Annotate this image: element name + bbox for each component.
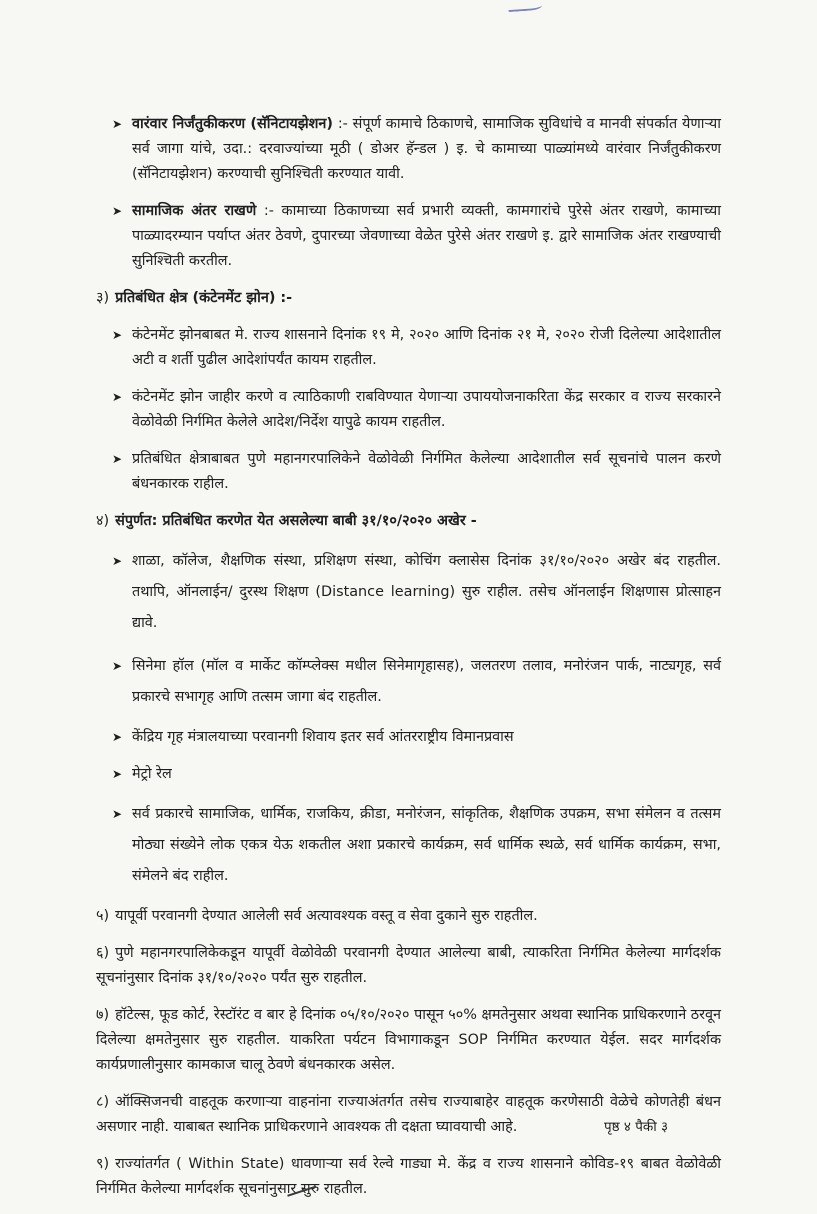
handwritten-mark-top [508, 0, 543, 12]
bullet-text: शाळा, कॉलेज, शैक्षणिक संस्था, प्रशिक्षण संस्था, कोचिंग क्लासेस दिनांक ३१/१०/२०२० अखेर बंद राहतील. तथापि, ऑनलाईन/ दुरस्थ शिक्षण (Distance learning) सुरु राहील. तसेच ऑनलाईन शिक्षणास प्रोत्साहन द्यावे. [132, 553, 721, 631]
bullet-text: :- कामाच्या ठिकाणच्या सर्व प्रभारी व्यक्ती, कामगारांचे पुरेसे अंतर राखणे, कामाच्या पाळ्यादरम्यान पर्याप्त अंतर ठेवणे, दुपारच्या जेवणाच्या वेळेत पुरेसे अंतर राखणे इ. द्वारे सामाजिक अंतर राखण्याची सुनिश्चिती करतील. [132, 203, 721, 269]
item-text: हॉटेल्स, फूड कोर्ट, रेस्टॉरंट व बार हे दिनांक ०५/१०/२०२० पासून ५०% क्षमतेनुसार अथवा स्थानिक प्राधिकरणाने ठरवून दिलेल्या क्षमतेनुसार सुरु राहतील. याकरिता पर्यटन विभागाकडून SOP निर्गमित करण्यात येईल. सदर मार्गदर्शक कार्यप्रणालीनुसार कामकाज चालू ठेवणे बंधनकारक असेल. [96, 1007, 721, 1073]
section-number: ३) [96, 290, 110, 306]
bullet-text: :- संपूर्ण कामाचे ठिकाणचे, सामाजिक सुविधांचे व मानवी संपर्कात येणाऱ्या सर्व जागा यांचे, उदा.: दरवाज्यांच्या मूठी ( डोअर हॅन्डल ) इ. चे कामाच्या पाळ्यांमध्ये वारंवार निर्जंतुकीकरण (सॅनिटायझेशन) करण्याची सुनिश्चिती करण्यात यावी. [132, 116, 721, 182]
section-heading-4 [96, 509, 721, 534]
arrow-bullet-icon: ➤ [112, 204, 123, 218]
bullet-air-travel [96, 725, 721, 750]
bullet-label: वारंवार निर्जंतुकीकरण (सॅनिटायझेशन) [132, 116, 334, 132]
bullet-schools [96, 546, 721, 639]
bullet-cinema [96, 651, 721, 713]
section-heading-3 [96, 286, 721, 311]
item-number: ७) [96, 1007, 110, 1023]
arrow-bullet-icon: ➤ [112, 328, 123, 342]
arrow-bullet-icon: ➤ [112, 554, 123, 568]
bullet-text: केंद्रिय गृह मंत्रालयाच्या परवानगी शिवाय इतर सर्व आंतरराष्ट्रीय विमानप्रवास [132, 729, 514, 745]
bullet-text: सर्व प्रकारचे सामाजिक, धार्मिक, राजकिय, क्रीडा, मनोरंजन, सांकृतिक, शैक्षणिक उपक्रम, सभा संमेलन व तत्सम मोठ्या संख्येने लोक एकत्र येऊ शकतील अशा प्रकारचे कार्यक्रम, सर्व धार्मिक स्थळे, सर्व धार्मिक कार्यक्रम, सभा, संमेलने बंद राहील. [132, 806, 721, 884]
item-number: ५) [96, 908, 110, 924]
item-text: पुणे महानगरपालिकेकडून यापूर्वी वेळोवेळी परवानगी देण्यात आलेल्या बाबी, त्याकरिता निर्गमित केलेल्या मार्गदर्शक सूचनांनुसार दिनांक ३१/१०/२०२० पर्यंत सुरु राहतील. [96, 945, 721, 986]
bullet-containment-1 [96, 323, 721, 373]
bullet-containment-2 [96, 385, 721, 435]
bullet-text: कंटेनमेंट झोनबाबत मे. राज्य शासनाने दिनांक १९ मे, २०२० आणि दिनांक २१ मे, २०२० रोजी दिलेल्या आदेशातील अटी व शर्ती पुढील आदेशांपर्यंत कायम राहतील. [132, 327, 721, 368]
arrow-bullet-icon: ➤ [112, 659, 123, 673]
section-title: प्रतिबंधित क्षेत्र (कंटेनमेंट झोन) :- [115, 290, 293, 306]
item-text: ऑक्सिजनची वाहतूक करणाऱ्या वाहनांना राज्याअंतर्गत तसेच राज्याबाहेर वाहतूक करणेसाठी वेळेचे कोणतेही बंधन असणार नाही. याबाबत स्थानिक प्राधिकरणाने आवश्यक ती दक्षता घ्यावयाची आहे. [96, 1094, 721, 1135]
section-number: ४) [96, 513, 110, 529]
arrow-bullet-icon: ➤ [112, 730, 123, 744]
bullet-text: सिनेमा हॉल (मॉल व मार्केट कॉम्प्लेक्स मधील सिनेमागृहासह), जलतरण तलाव, मनोरंजन पार्क, नाट्यगृह, सर्व प्रकारचे सभागृह आणि तत्सम जागा बंद राहतील. [132, 658, 721, 705]
arrow-bullet-icon: ➤ [112, 452, 123, 466]
numbered-item-7 [96, 1003, 721, 1078]
bullet-social-distancing [96, 199, 721, 274]
bullet-text: मेट्रो रेल [132, 766, 172, 782]
item-number: ६) [96, 945, 110, 961]
bullet-containment-3 [96, 447, 721, 497]
bullet-text: प्रतिबंधित क्षेत्राबाबत पुणे महानगरपालिकेने वेळोवेळी निर्गमित केलेल्या आदेशातील सर्व सूचनांचे पालन करणे बंधनकारक राहील. [132, 451, 721, 492]
bullet-gatherings [96, 799, 721, 892]
bullet-label: सामाजिक अंतर राखणे [132, 203, 257, 219]
bullet-sanitization [96, 112, 721, 187]
numbered-item-9 [96, 1152, 721, 1202]
item-text: राज्यांतर्गत ( Within State) धावणाऱ्या सर्व रेल्वे गाड्या मे. केंद्र व राज्य शासनाने कोविड-१९ बाबत वेळोवेळी निर्गमित केलेल्या मार्गदर्शक सूचनांनुसार सुरु राहतील. [96, 1156, 721, 1197]
arrow-bullet-icon: ➤ [112, 117, 123, 131]
arrow-bullet-icon: ➤ [112, 807, 123, 821]
arrow-bullet-icon: ➤ [112, 390, 123, 404]
item-number: ८) [96, 1094, 110, 1110]
numbered-item-5 [96, 904, 721, 929]
item-text: यापूर्वी परवानगी देण्यात आलेली सर्व अत्यावश्यक वस्तू व सेवा दुकाने सुरु राहतील. [115, 908, 538, 924]
section-title: संपुर्णत: प्रतिबंधित करणेत येत असलेल्या बाबी ३१/१०/२०२० अखेर - [115, 513, 477, 529]
numbered-item-6 [96, 941, 721, 991]
bullet-text: कंटेनमेंट झोन जाहीर करणे व त्याठिकाणी राबविण्यात येणाऱ्या उपाययोजनाकरिता केंद्र सरकार व राज्य सरकारने वेळोवेळी निर्गमित केलेले आदेश/निर्देश यापुढे कायम राहतील. [132, 389, 721, 430]
page-number: पृष्ठ ४ पैकी ३ [604, 1119, 669, 1135]
bullet-metro [96, 762, 721, 787]
arrow-bullet-icon: ➤ [112, 767, 123, 781]
item-number: ९) [96, 1156, 110, 1172]
document-body [96, 112, 721, 1214]
